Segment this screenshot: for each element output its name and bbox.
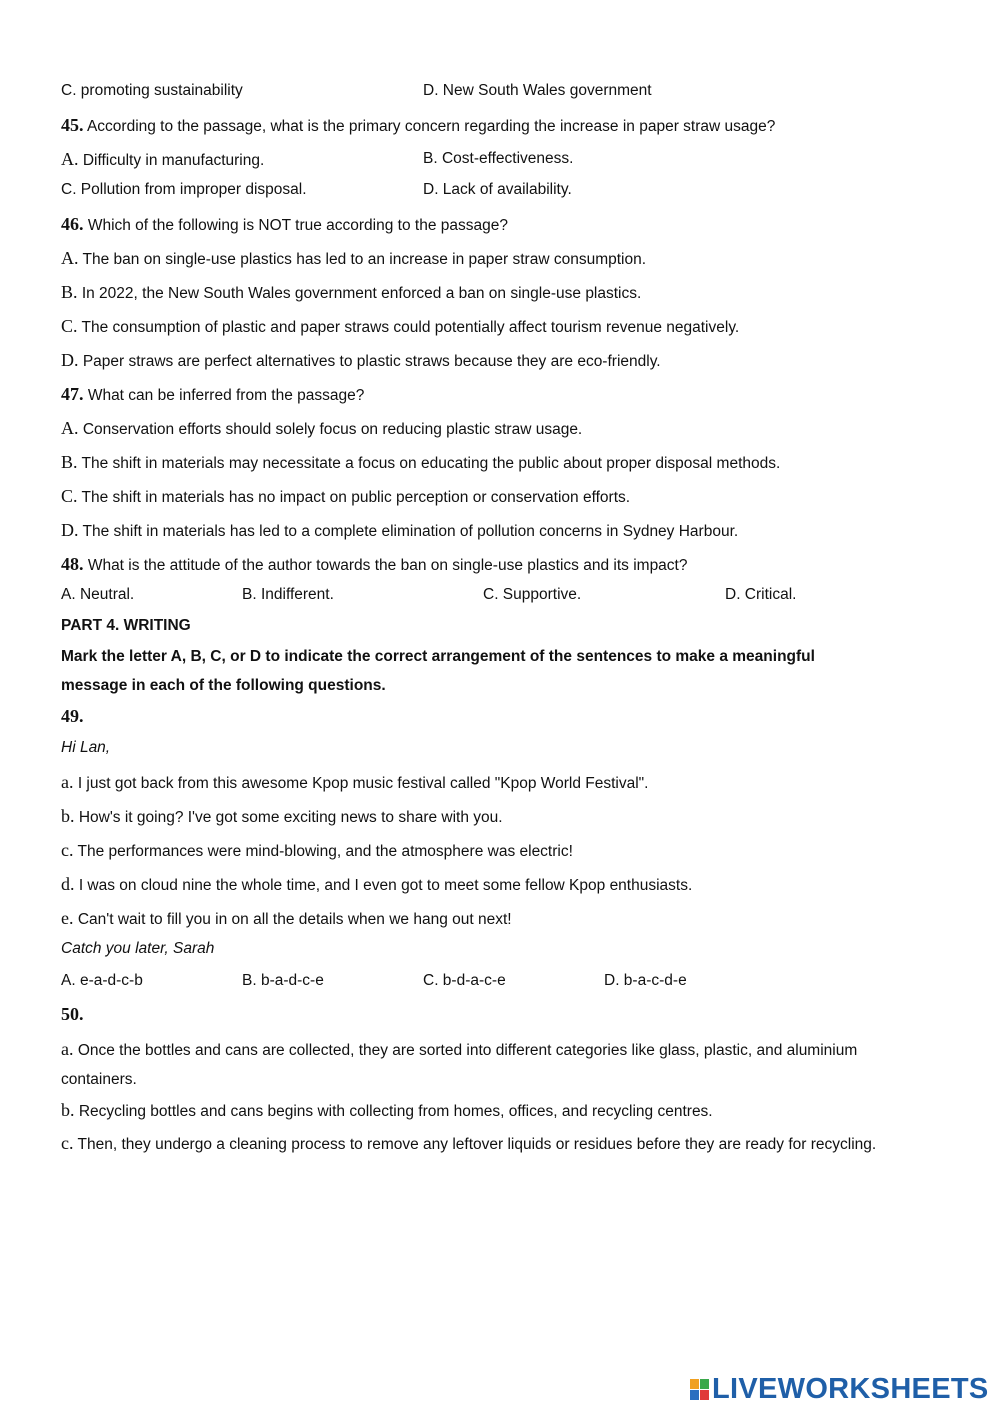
sentence-letter: d.: [61, 874, 75, 894]
sentence-text: Then, they undergo a cleaning process to remove any leftover liquids or residues before they are ready for recycling.: [77, 1136, 877, 1153]
q45-option-b: B. Cost-effectiveness.: [423, 150, 574, 167]
q46-option-b: [61, 282, 641, 304]
q49-sentence-a: [61, 772, 649, 794]
q47-number: 47.: [61, 384, 84, 404]
q44-option-c: C. promoting sustainability: [61, 82, 243, 99]
option-letter: D.: [61, 520, 79, 540]
q46-option-a: [61, 248, 646, 270]
part4-heading: PART 4. WRITING: [61, 617, 191, 634]
q45-stem: [61, 115, 775, 137]
sentence-text: How's it going? I've got some exciting news to share with you.: [78, 809, 503, 826]
sentence-letter: a.: [61, 1039, 74, 1059]
sentence-letter: b.: [61, 1100, 75, 1120]
q49-greeting: Hi Lan,: [61, 739, 111, 756]
option-letter: C.: [61, 486, 78, 506]
option-letter: D.: [61, 350, 79, 370]
option-text: The shift in materials may necessitate a focus on educating the public about proper disposal methods.: [81, 455, 781, 472]
q49-sentence-c: [61, 840, 573, 862]
option-letter: B.: [61, 282, 78, 302]
q49-closing: Catch you later, Sarah: [61, 940, 215, 957]
q49-number-label: 49.: [61, 706, 84, 726]
option-text: The shift in materials has led to a complete elimination of pollution concerns in Sydney Harbour.: [82, 523, 739, 540]
q46-text: Which of the following is NOT true according to the passage?: [87, 217, 508, 234]
q47-option-a: [61, 418, 582, 440]
q50-sentence-a: [61, 1035, 891, 1094]
sentence-text: Can't wait to fill you in on all the details when we hang out next!: [77, 911, 512, 928]
q46-option-c: [61, 316, 739, 338]
option-text: The shift in materials has no impact on public perception or conservation efforts.: [81, 489, 631, 506]
q47-stem: [61, 384, 364, 406]
q47-option-c: [61, 486, 630, 508]
option-text: In 2022, the New South Wales government enforced a ban on single-use plastics.: [81, 285, 642, 302]
option-letter: B.: [61, 452, 78, 472]
logo-square-green: [700, 1379, 709, 1389]
q45-option-c: C. Pollution from improper disposal.: [61, 181, 307, 198]
q48-text: What is the attitude of the author towards the ban on single-use plastics and its impact?: [87, 557, 688, 574]
logo-square-orange: [690, 1379, 699, 1389]
q49-option-c: C. b-d-a-c-e: [423, 972, 506, 989]
liveworksheets-logo[interactable]: [690, 1374, 989, 1404]
q44-option-d: D. New South Wales government: [423, 82, 652, 99]
liveworksheets-logo-text: LIVEWORKSHEETS: [712, 1372, 989, 1405]
q46-number: 46.: [61, 214, 84, 234]
q48-option-c: C. Supportive.: [483, 586, 582, 603]
q47-option-b: [61, 452, 780, 474]
option-letter: C.: [61, 316, 78, 336]
sentence-letter: c.: [61, 1133, 74, 1153]
sentence-text: Recycling bottles and cans begins with collecting from homes, offices, and recycling centres.: [78, 1103, 713, 1120]
q48-option-d: D. Critical.: [725, 586, 797, 603]
q49-option-d: D. b-a-c-d-e: [604, 972, 687, 989]
q46-stem: [61, 214, 508, 236]
q46-option-d: [61, 350, 661, 372]
q48-number: 48.: [61, 554, 84, 574]
q49-sentence-e: [61, 908, 512, 930]
q49-option-a: A. e-a-d-c-b: [61, 972, 143, 989]
option-text: The consumption of plastic and paper straws could potentially affect tourism revenue negatively.: [81, 319, 740, 336]
q50-number-label: 50.: [61, 1004, 84, 1024]
liveworksheets-logo-icon: [690, 1379, 709, 1400]
option-letter: A.: [61, 149, 79, 169]
q48-stem: [61, 554, 687, 576]
q49-sentence-b: [61, 806, 503, 828]
sentence-text: Once the bottles and cans are collected, they are sorted into different categories like glass, plastic, and aluminium containers.: [61, 1042, 858, 1088]
q48-option-a: A. Neutral.: [61, 586, 135, 603]
sentence-text: The performances were mind-blowing, and the atmosphere was electric!: [77, 843, 573, 860]
q48-option-b: B. Indifferent.: [242, 586, 334, 603]
logo-square-red: [700, 1390, 709, 1400]
q50-number: [61, 1004, 84, 1026]
sentence-letter: b.: [61, 806, 75, 826]
part4-instruction-line1: Mark the letter A, B, C, or D to indicate the correct arrangement of the sentences to make a meaningful: [61, 648, 815, 665]
q45-number: 45.: [61, 115, 84, 135]
q50-sentence-b: [61, 1100, 713, 1122]
q50-sentence-c: [61, 1129, 891, 1159]
q45-option-a: [61, 149, 264, 171]
option-letter: A.: [61, 248, 79, 268]
option-text: Difficulty in manufacturing.: [82, 152, 265, 169]
sentence-text: I was on cloud nine the whole time, and I even got to meet some fellow Kpop enthusiasts.: [78, 877, 693, 894]
part4-instruction-line2: message in each of the following questions.: [61, 677, 386, 694]
q49-sentence-d: [61, 874, 692, 896]
q47-option-d: [61, 520, 738, 542]
sentence-text: I just got back from this awesome Kpop music festival called "Kpop World Festival".: [77, 775, 649, 792]
q49-option-b: B. b-a-d-c-e: [242, 972, 324, 989]
logo-square-blue: [690, 1390, 699, 1400]
option-text: Conservation efforts should solely focus on reducing plastic straw usage.: [82, 421, 583, 438]
sentence-letter: a.: [61, 772, 74, 792]
option-letter: A.: [61, 418, 79, 438]
q47-text: What can be inferred from the passage?: [87, 387, 365, 404]
sentence-letter: c.: [61, 840, 74, 860]
q45-option-d: D. Lack of availability.: [423, 181, 572, 198]
sentence-letter: e.: [61, 908, 74, 928]
q49-number: [61, 706, 84, 728]
q45-text: According to the passage, what is the primary concern regarding the increase in paper straw usage?: [86, 118, 776, 135]
option-text: The ban on single-use plastics has led to an increase in paper straw consumption.: [82, 251, 647, 268]
option-text: Paper straws are perfect alternatives to plastic straws because they are eco-friendly.: [82, 353, 661, 370]
